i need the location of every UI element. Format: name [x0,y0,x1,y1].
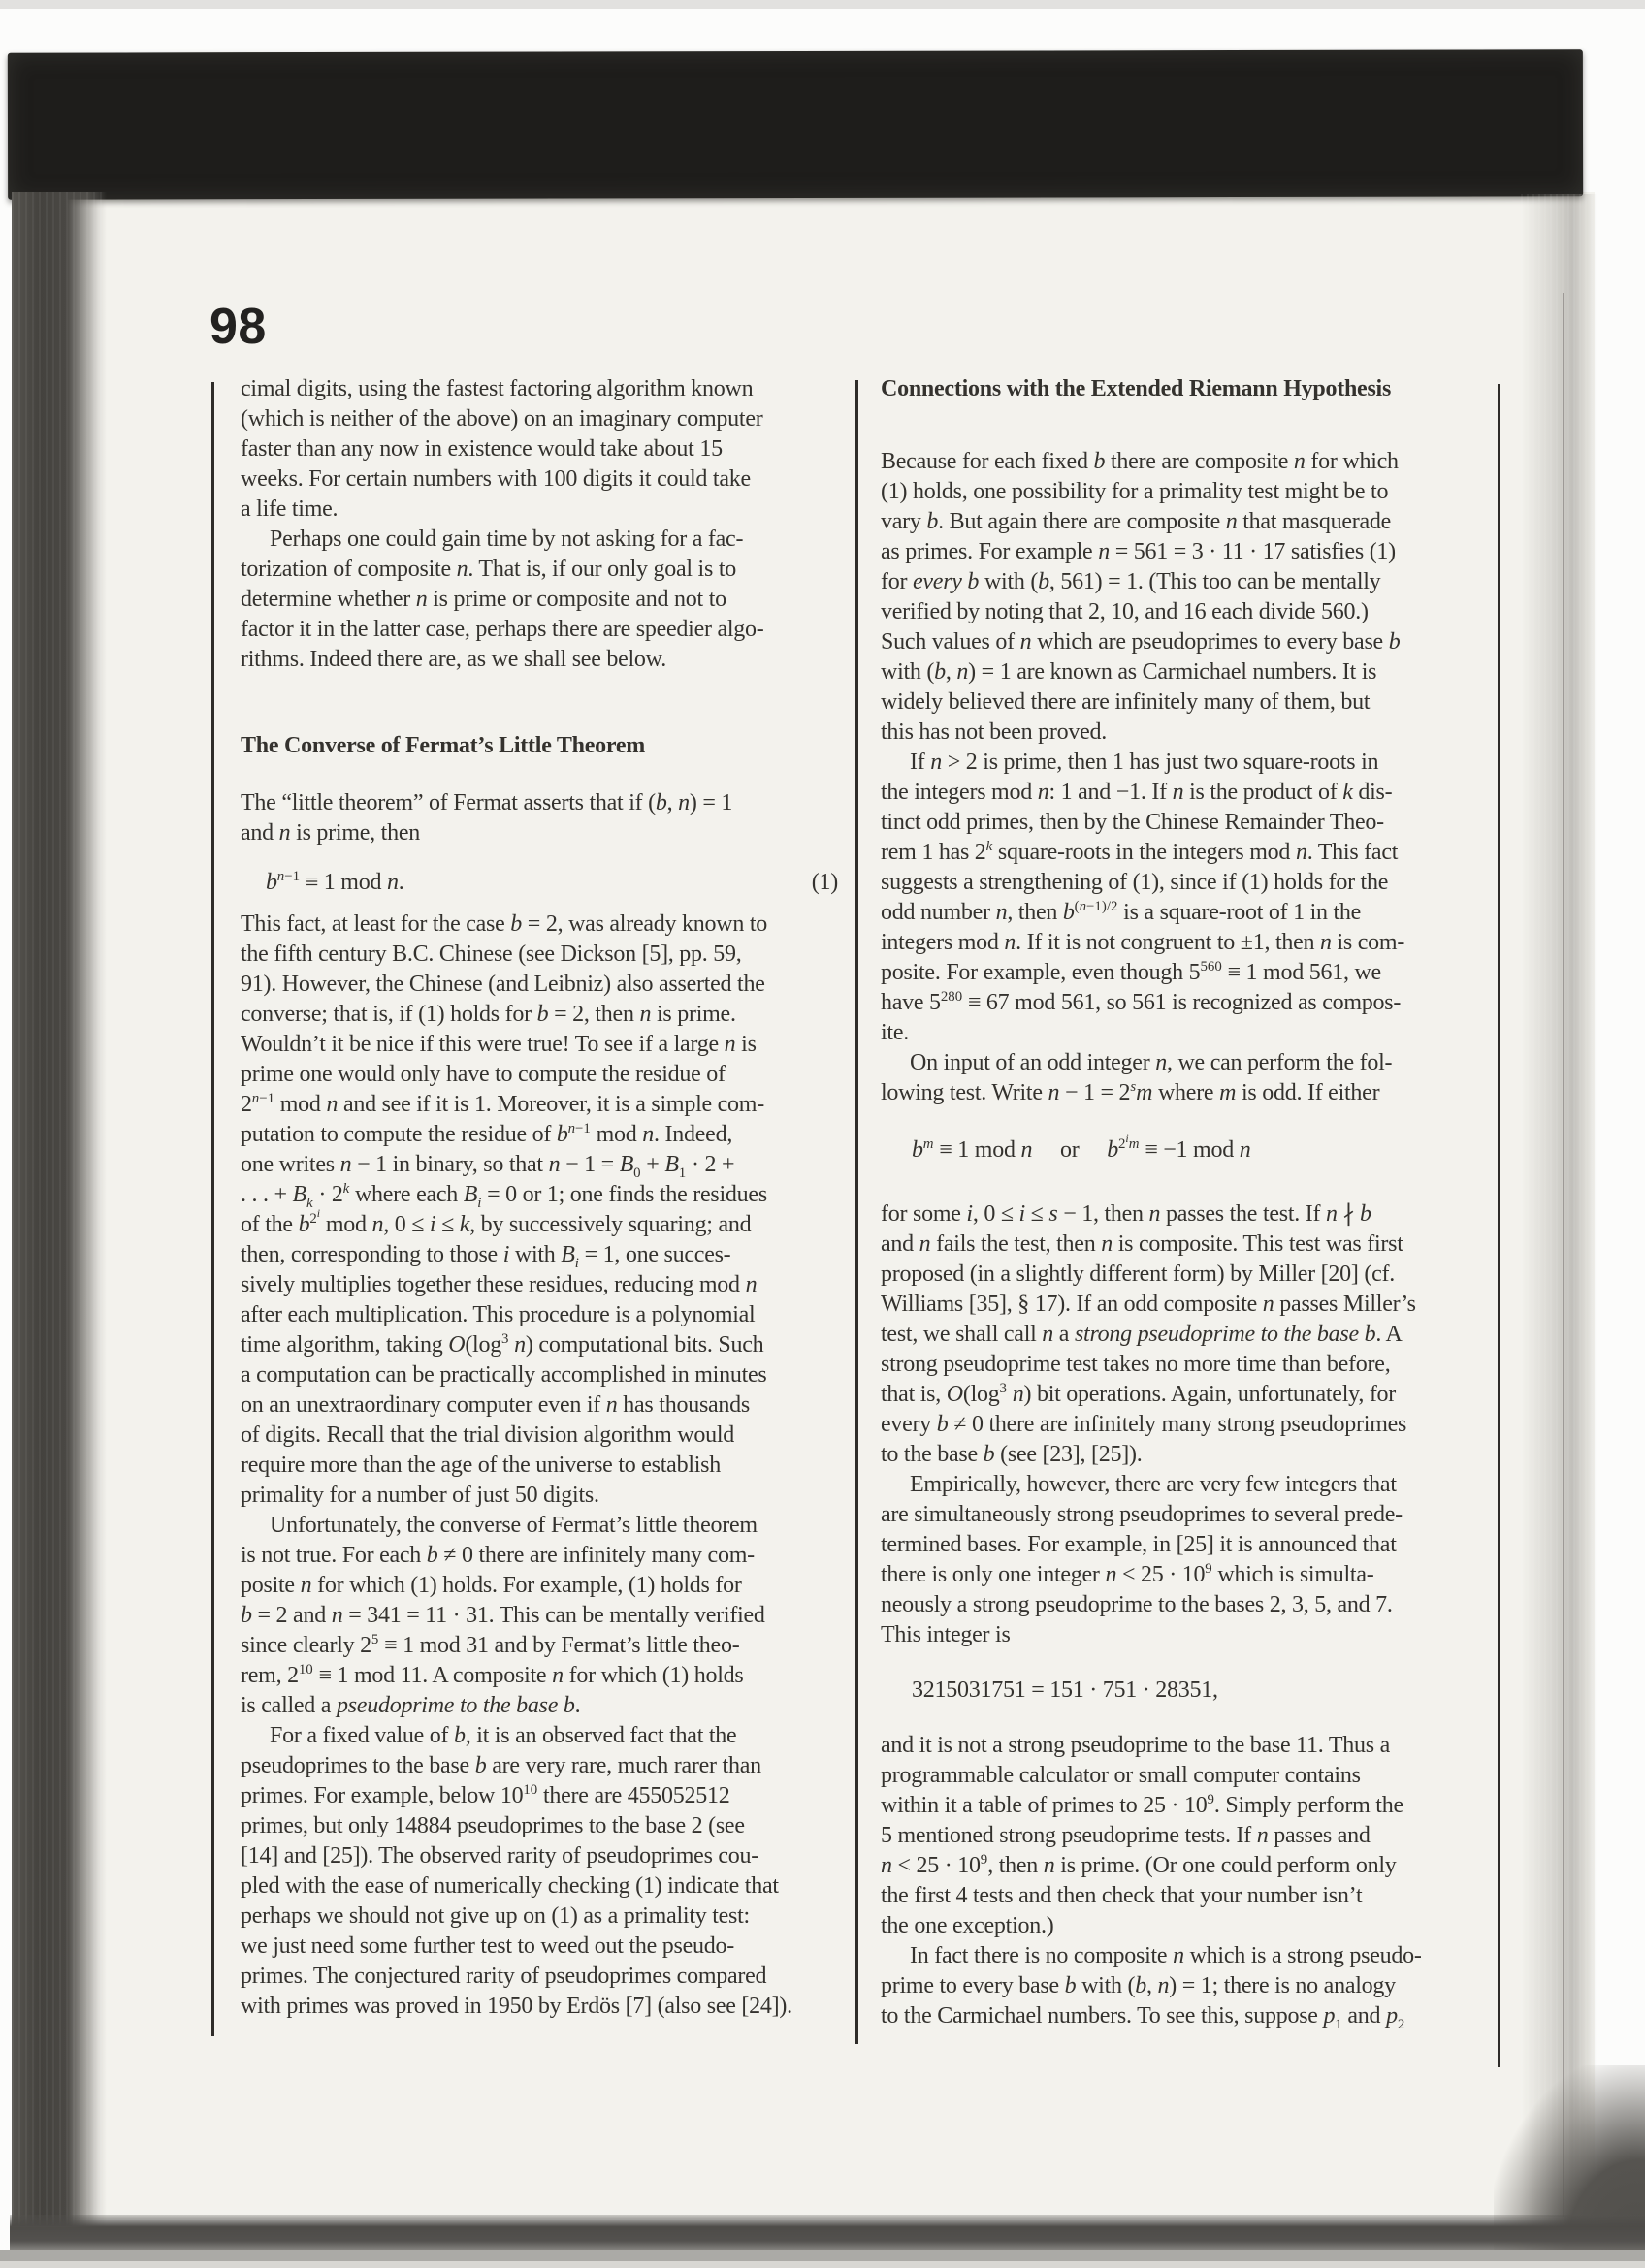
text-line: faster than any now in existence would take about 15 [241,436,723,462]
text-line: proposed (in a slightly different form) by Miller [20] (cf. [881,1262,1395,1287]
text-line: as primes. For example n = 561 = 3 · 11 · 17 satisfies (1) [881,539,1396,564]
text-line: strong pseudoprime test takes no more time than before, [881,1352,1391,1377]
text-line: this has not been proved. [881,719,1108,745]
equation-line: 3215031751 = 151 · 751 · 28351, [912,1677,1218,1703]
column-rule-right [1498,384,1500,2067]
text-line: a life time. [241,496,339,522]
text-line: we just need some further test to weed out the pseudo- [241,1933,735,1959]
text-line: posite n for which (1) holds. For example, (1) holds for [241,1573,742,1598]
text-line: is not true. For each b ≠ 0 there are infinitely many com- [241,1543,755,1568]
text-line: posite. For example, even though $5^{560} \equiv 1$ mod 561, we [881,959,1381,985]
right-column [881,374,1492,2031]
text-line: since clearly $2^5 \equiv 1$ mod 31 and by Fermat’s little theo- [241,1632,740,1658]
page-edge-line [1563,293,1564,2217]
text-line: In fact there is no composite n which is a strong pseudo- [910,1943,1422,1968]
text-line: converse; that is, if (1) holds for b = 2, then n is prime. [241,1002,736,1027]
text-line: ite. [881,1020,909,1045]
text-line: This integer is [881,1622,1011,1647]
text-line: torization of composite n. That is, if our only goal is to [241,557,736,582]
text-line: for some i, 0 ≤ i ≤ s − 1, then n passes the test. If n ∤ b [881,1199,1371,1227]
text-line: Empirically, however, there are very few integers that [910,1472,1397,1497]
page-gutter-shadow [12,192,107,2226]
text-line: Unfortunately, the converse of Fermat’s little theorem [270,1513,758,1538]
text-line: 5 mentioned strong pseudoprime tests. If n passes and [881,1823,1371,1848]
text-line: primality for a number of just 50 digits. [241,1483,599,1508]
text-line: Perhaps one could gain time by not asking for a fac- [270,527,744,552]
text-line: cimal digits, using the fastest factoring algorithm known [241,376,754,401]
text-line: is called a pseudoprime to the base b. [241,1693,581,1718]
text-line: lowing test. Write $n - 1 = 2^sm$ where m is odd. If either [881,1079,1380,1105]
text-line: and n fails the test, then n is composite. This test was first [881,1231,1403,1257]
section-heading: The Converse of Fermat’s Little Theorem [241,733,646,758]
text-line: with primes was proved in 1950 by Erdös [7] (also see [24]). [241,1994,792,2019]
text-line: (1) holds, one possibility for a primality test might be to [881,479,1389,504]
text-line: This fact, at least for the case b = 2, was already known to [241,911,768,937]
text-line: every b ≠ 0 there are infinitely many strong pseudoprimes [881,1412,1407,1437]
text-line: and it is not a strong pseudoprime to the base 11. Thus a [881,1733,1390,1758]
text-line: The “little theorem” of Fermat asserts that if (b, n) = 1 [241,790,733,815]
text-line: prime one would only have to compute the residue of [241,1062,726,1087]
text-line: determine whether n is prime or composite and not to [241,587,726,612]
equation-number: (1) [811,870,838,895]
text-line: a computation can be practically accomplished in minutes [241,1362,767,1388]
text-line: are simultaneously strong pseudoprimes to several prede- [881,1502,1403,1527]
text-line: suggests a strengthening of (1), since if (1) holds for the [881,870,1389,895]
left-column [241,374,850,2022]
text-line: . . . + $B_k \cdot 2^k$ where each $B_i = 0$ or 1; one finds the residues [241,1181,767,1211]
scan-bottom-edge [0,2261,1645,2268]
text-line: integers mod n. If it is not congruent to ±1, then n is com- [881,930,1405,955]
text-line: with (b, n) = 1 are known as Carmichael numbers. It is [881,659,1377,685]
text-line: then, corresponding to those i with $B_i = 1$, one succes- [241,1242,731,1271]
text-line: of the $b^{2^i}$ mod n, 0 ≤ i ≤ k, by successively squaring; and [241,1206,752,1237]
equation-formula: $b^{n-1} \equiv 1$ mod n. [266,869,404,895]
page-edge-shadow [1521,194,1597,2217]
text-line: tinct odd primes, then by the Chinese Remainder Theo- [881,810,1384,835]
column-rule-middle [855,380,858,2044]
equation-line: $b^m \equiv 1$ mod n or $b^{2^im} \equiv -1$ mod n [912,1132,1251,1163]
text-line: [14] and [25]). The observed rarity of pseudoprimes cou- [241,1843,759,1869]
text-line: require more than the age of the universe to establish [241,1453,721,1478]
text-line: within it a table of primes to $25 \cdot 10^9$. Simply perform the [881,1792,1403,1818]
text-line: weeks. For certain numbers with 100 digits it could take [241,466,751,492]
text-line: factor it in the latter case, perhaps there are speedier algo- [241,617,764,642]
text-line: widely believed there are infinitely many of them, but [881,689,1371,715]
text-line: to the base b (see [23], [25]). [881,1442,1143,1467]
text-line: For a fixed value of b, it is an observed fact that the [270,1723,737,1748]
text-line: programmable calculator or small computer contains [881,1763,1361,1788]
text-line: primes, but only 14884 pseudoprimes to the base 2 (see [241,1813,745,1838]
section-heading: Connections with the Extended Riemann Hypothesis [881,376,1392,401]
text-line: sively multiplies together these residues, reducing mod n [241,1272,758,1297]
scanner-top-edge [0,0,1645,9]
text-line: Wouldn’t it be nice if this were true! To see if a large n is [241,1032,757,1057]
text-line: the integers mod n: 1 and −1. If n is the product of k dis- [881,780,1393,805]
scan-bottom-band [10,2215,1645,2250]
text-line: termined bases. For example, in [25] it is announced that [881,1532,1397,1557]
text-line: have $5^{280} \equiv 67$ mod 561, so 561 is recognized as compos- [881,989,1402,1015]
text-line: On input of an odd integer n, we can perform the fol- [910,1050,1393,1075]
text-line: neously a strong pseudoprime to the bases 2, 3, 5, and 7. [881,1592,1393,1617]
scan-bottom-strip [0,2250,1645,2261]
text-line: there is only one integer $n < 25 \cdot 10^9$ which is simulta- [881,1561,1374,1587]
text-line: test, we shall call n a strong pseudoprime to the base b. A [881,1322,1403,1347]
text-line: $2^{n-1}$ mod n and see if it is 1. Moreover, it is a simple com- [241,1091,764,1117]
text-line: perhaps we should not give up on (1) as a primality test: [241,1903,750,1929]
text-line: and n is prime, then [241,820,420,846]
text-line: the fifth century B.C. Chinese (see Dickson [5], pp. 59, [241,942,742,967]
equation-line [241,868,850,898]
scan-top-band [8,49,1583,199]
text-line: to the Carmichael numbers. To see this, suppose $p_1$ and $p_2$ [881,2003,1405,2032]
text-line: for every b with (b, 561) = 1. (This too can be mentally [881,569,1381,594]
text-line: vary b. But again there are composite n that masquerade [881,509,1392,534]
text-line: $n < 25 \cdot 10^9$, then n is prime. (Or one could perform only [881,1852,1397,1878]
page-number: 98 [210,299,267,355]
text-line: pled with the ease of numerically checking (1) indicate that [241,1873,779,1899]
text-line: the first 4 tests and then check that your number isn’t [881,1883,1363,1908]
text-line: time algorithm, taking $O(\log^3$ n) computational bits. Such [241,1331,764,1358]
text-line: rem 1 has 2$^k$ square-roots in the integers mod n. This fact [881,839,1399,865]
text-line: primes. For example, below $10^{10}$ there are 455052512 [241,1782,730,1808]
text-line: 91). However, the Chinese (and Leibniz) also asserted the [241,972,765,997]
text-line: after each multiplication. This procedure is a polynomial [241,1302,756,1327]
text-line: Such values of n which are pseudoprimes to every base b [881,629,1401,655]
text-line: Williams [35], § 17). If an odd composite n passes Miller’s [881,1292,1416,1317]
text-line: pseudoprimes to the base b are very rare, much rarer than [241,1753,761,1778]
text-line: on an unextraordinary computer even if n has thousands [241,1392,751,1418]
text-line: of digits. Recall that the trial division algorithm would [241,1422,735,1448]
text-line: prime to every base b with (b, n) = 1; there is no analogy [881,1973,1396,1998]
text-line: putation to compute the residue of $b^{n-1}$ mod n. Indeed, [241,1121,733,1147]
text-line: If n > 2 is prime, then 1 has just two square-roots in [910,750,1379,775]
text-line: that is, $O(\log^3$ n) bit operations. Again, unfortunately, for [881,1381,1397,1407]
text-line: Because for each fixed b there are composite n for which [881,449,1399,474]
text-line: b = 2 and n = 341 = 11 · 31. This can be mentally verified [241,1603,765,1628]
text-line: the one exception.) [881,1913,1054,1938]
column-rule-left [211,382,214,2036]
text-line: odd number n, then $b^{(n-1)/2}$ is a square-root of 1 in the [881,899,1362,925]
text-line: verified by noting that 2, 10, and 16 each divide 560.) [881,599,1369,624]
text-line: (which is neither of the above) on an imaginary computer [241,406,763,431]
text-line: rem, $2^{10} \equiv 1$ mod 11. A composite n for which (1) holds [241,1662,744,1688]
text-line: primes. The conjectured rarity of pseudoprimes compared [241,1964,767,1989]
text-line: one writes n − 1 in binary, so that $n - 1 = B_0 + B_1 \cdot 2$ + [241,1152,735,1181]
text-line: rithms. Indeed there are, as we shall see below. [241,647,666,672]
